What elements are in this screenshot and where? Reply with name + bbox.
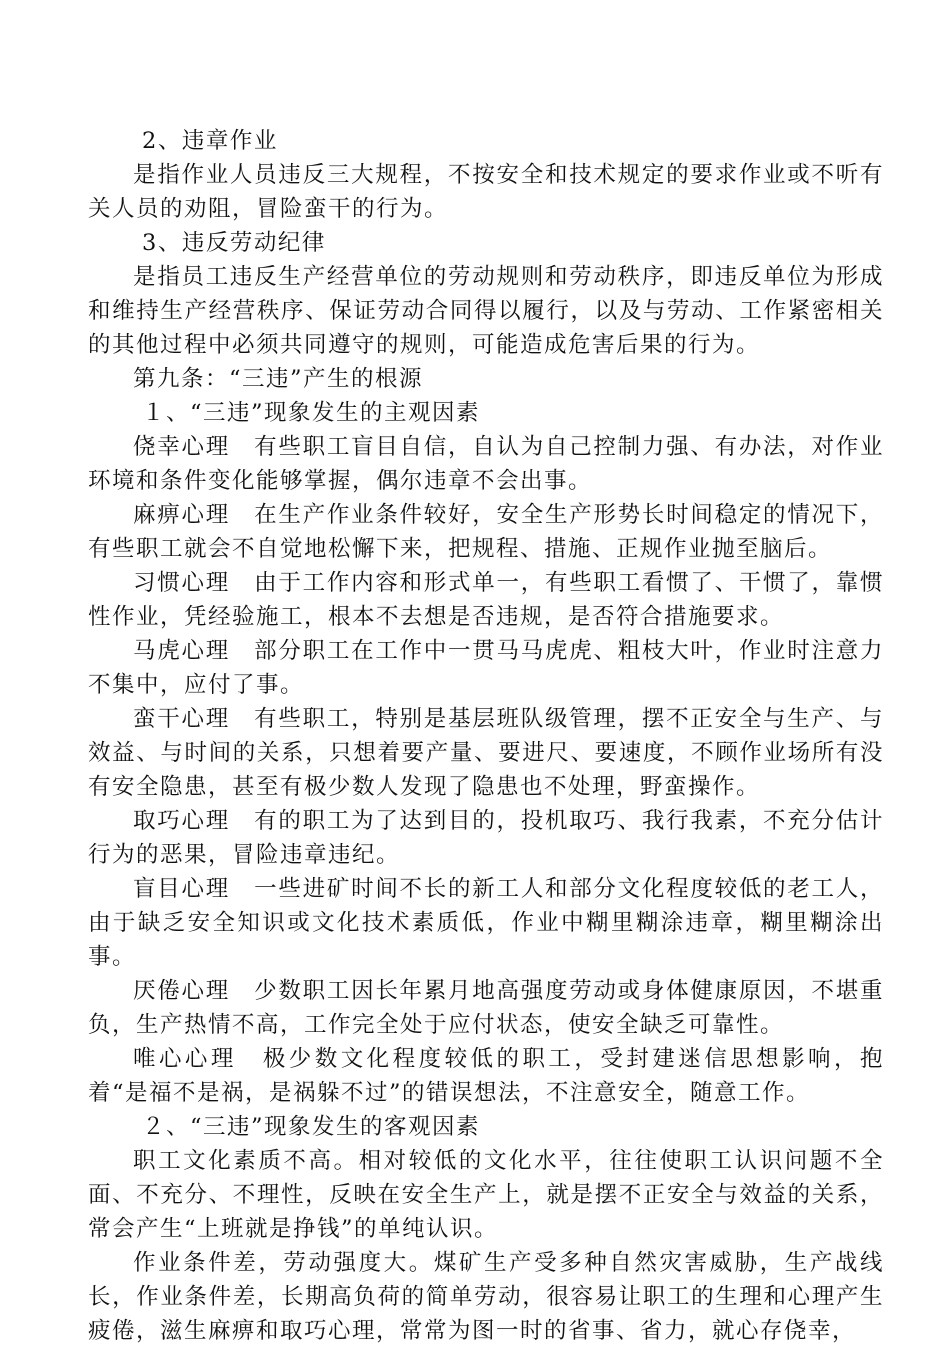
- section-heading: 3、违反劳动纪律: [142, 230, 326, 256]
- body-paragraph: 习惯心理 由于工作内容和形式单一，有些职工看惯了、干惯了，靠惯性作业，凭经验施工，根本不去想是否违规，是否符合措施要求。: [88, 570, 884, 630]
- body-paragraph: 厌倦心理 少数职工因长年累月地高强度劳动或身体健康原因，不堪重负，生产热情不高，工作完全处于应付状态，使安全缺乏可靠性。: [88, 978, 884, 1038]
- body-paragraph: 马虎心理 部分职工在工作中一贯马马虎虎、粗枝大叶，作业时注意力不集中，应付了事。: [88, 638, 884, 698]
- body-paragraph: 侥幸心理 有些职工盲目自信，自认为自己控制力强、有办法，对作业环境和条件变化能够掌握，偶尔违章不会出事。: [88, 434, 884, 494]
- body-paragraph: 职工文化素质不高。相对较低的文化水平，往往使职工认识问题不全面、不充分、不理性，反映在安全生产上，就是摆不正安全与效益的关系，常会产生“上班就是挣钱”的单纯认识。: [88, 1148, 884, 1242]
- document-body: [88, 124, 884, 1348]
- body-paragraph: 作业条件差，劳动强度大。煤矿生产受多种自然灾害威胁，生产战线长，作业条件差，长期高负荷的简单劳动，很容易让职工的生理和心理产生疲倦，滋生麻痹和取巧心理，常常为图一时的省事、省力，就心存侥幸，: [88, 1250, 884, 1344]
- body-paragraph: 唯心心理 极少数文化程度较低的职工，受封建迷信思想影响，抱着“是福不是祸，是祸躲不过”的错误想法，不注意安全，随意工作。: [88, 1046, 884, 1106]
- article-heading: 第九条：“三违”产生的根源: [133, 366, 424, 392]
- body-paragraph: 麻痹心理 在生产作业条件较好，安全生产形势长时间稳定的情况下，有些职工就会不自觉地松懈下来，把规程、措施、正规作业抛至脑后。: [88, 502, 884, 562]
- body-paragraph: 盲目心理 一些进矿时间不长的新工人和部分文化程度较低的老工人，由于缺乏安全知识或文化技术素质低，作业中糊里糊涂违章，糊里糊涂出事。: [88, 876, 884, 970]
- body-paragraph: 取巧心理 有的职工为了达到目的，投机取巧、我行我素，不充分估计行为的恶果，冒险违章违纪。: [88, 808, 884, 868]
- body-paragraph: 是指员工违反生产经营单位的劳动规则和劳动秩序，即违反单位为形成和维持生产经营秩序、保证劳动合同得以履行，以及与劳动、工作紧密相关的其他过程中必须共同遵守的规则，可能造成危害后果的行为。: [88, 264, 884, 358]
- section-heading: １、“三违”现象发生的主观因素: [142, 400, 481, 426]
- section-heading: 2、违章作业: [142, 128, 278, 154]
- body-paragraph: 是指作业人员违反三大规程，不按安全和技术规定的要求作业或不听有关人员的劝阻，冒险蛮干的行为。: [88, 162, 884, 222]
- body-paragraph: 蛮干心理 有些职工，特别是基层班队级管理，摆不正安全与生产、与效益、与时间的关系，只想着要产量、要进尺、要速度，不顾作业场所有没有安全隐患，甚至有极少数人发现了隐患也不处理，野蛮操作。: [88, 706, 884, 800]
- section-heading: ２、“三违”现象发生的客观因素: [142, 1114, 481, 1140]
